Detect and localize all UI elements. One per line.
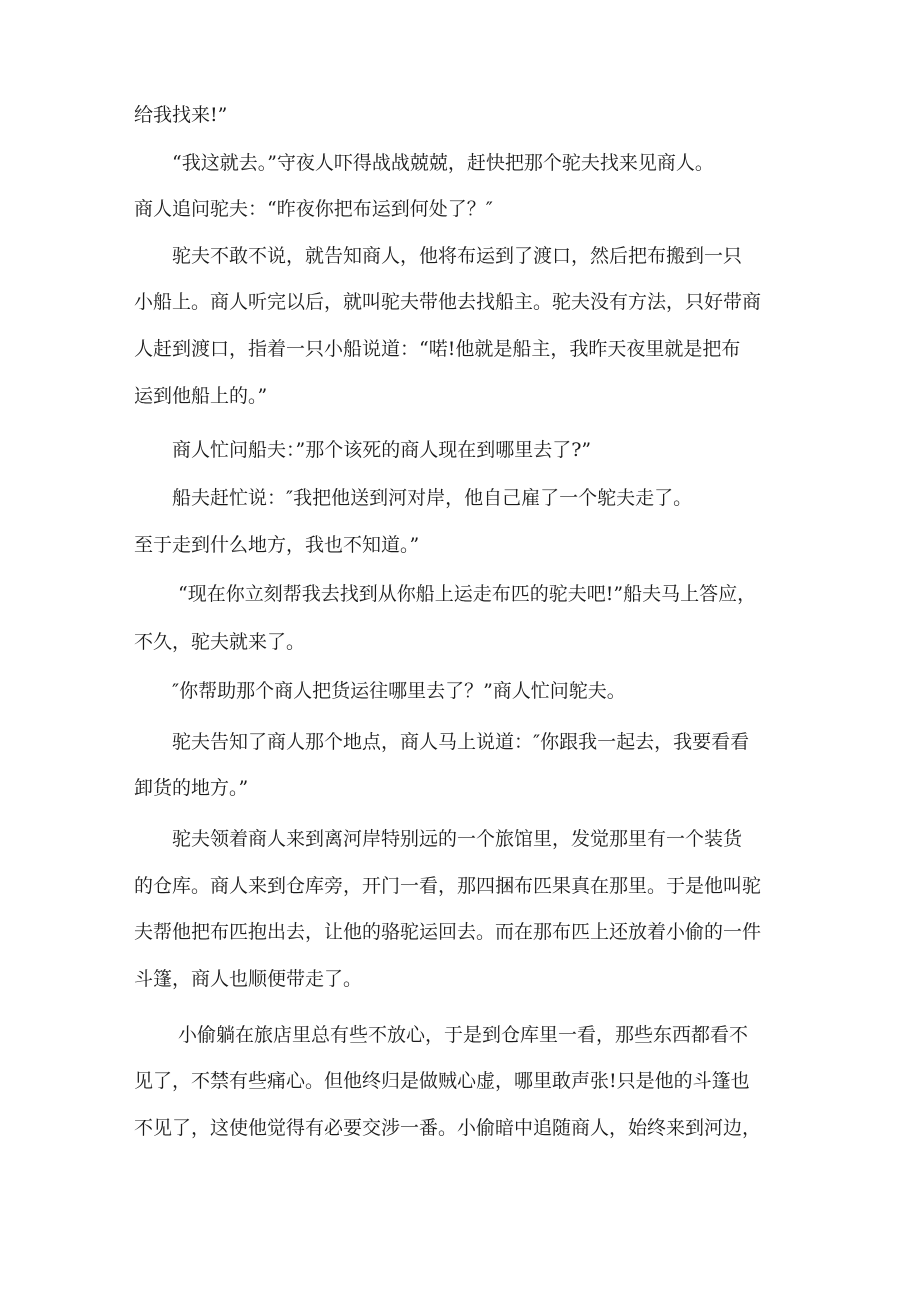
text-line: 驼夫领着商人来到离河岸特别远的一个旅馆里，发觉那里有一个装货 [172, 828, 743, 850]
text-line: 不见了，这使他觉得有必要交涉一番。小偷暗中追随商人，始终来到河边， [134, 1117, 762, 1139]
text-line: 运到他船上的。” [134, 385, 268, 407]
text-line: 至于走到什么地方，我也不知道。” [134, 534, 420, 556]
text-line: “现在你立刻帮我去找到从你船上运走布匹的驼夫吧!”船夫马上答应， [178, 583, 757, 605]
text-line: 人赶到渡口，指着一只小船说道：“喏!他就是船主，我昨天夜里就是把布 [134, 338, 741, 360]
text-line: 夫帮他把布匹抱出去，让他的骆驼运回去。而在那布匹上还放着小偷的一件 [134, 921, 762, 943]
text-line: 船夫赶忙说：″我把他送到河对岸，他自己雇了一个鸵夫走了。 [172, 487, 693, 509]
text-line: “我这就去。”守夜人吓得战战兢兢，赶快把那个驼夫找来见商人。 [172, 152, 714, 174]
text-line: 小船上。商人听完以后，就叫驼夫带他去找船主。驼夫没有方法，只好带商 [134, 291, 762, 313]
text-line: 的仓库。商人来到仓库旁，开门一看，那四捆布匹果真在那里。于是他叫驼 [134, 875, 762, 897]
text-line: 卸货的地方。” [134, 777, 249, 799]
text-line: 驼夫告知了商人那个地点，商人马上说道：″你跟我一起去，我要看看 [172, 731, 750, 753]
text-line: 见了，不禁有些痛心。但他终归是做贼心虚，哪里敢声张!只是他的斗篷也 [134, 1070, 750, 1092]
text-line: 不久，驼夫就来了。 [134, 631, 306, 653]
text-line: 驼夫不敢不说，就告知商人，他将布运到了渡口，然后把布搬到一只 [172, 245, 743, 267]
text-line: 商人忙问船夫：”那个该死的商人现在到哪里去了?” [172, 439, 592, 461]
text-line: 商人追问驼夫：“昨夜你把布运到何处了？″ [134, 198, 493, 220]
text-line: ″你帮助那个商人把货运往哪里去了？”商人忙问鸵夫。 [172, 680, 626, 702]
text-line: 给我找来!” [134, 104, 228, 126]
text-line: 斗篷，商人也顺便带走了。 [134, 968, 363, 990]
text-line: 小偷躺在旅店里总有些不放心，于是到仓库里一看，那些东西都看不 [178, 1024, 749, 1046]
